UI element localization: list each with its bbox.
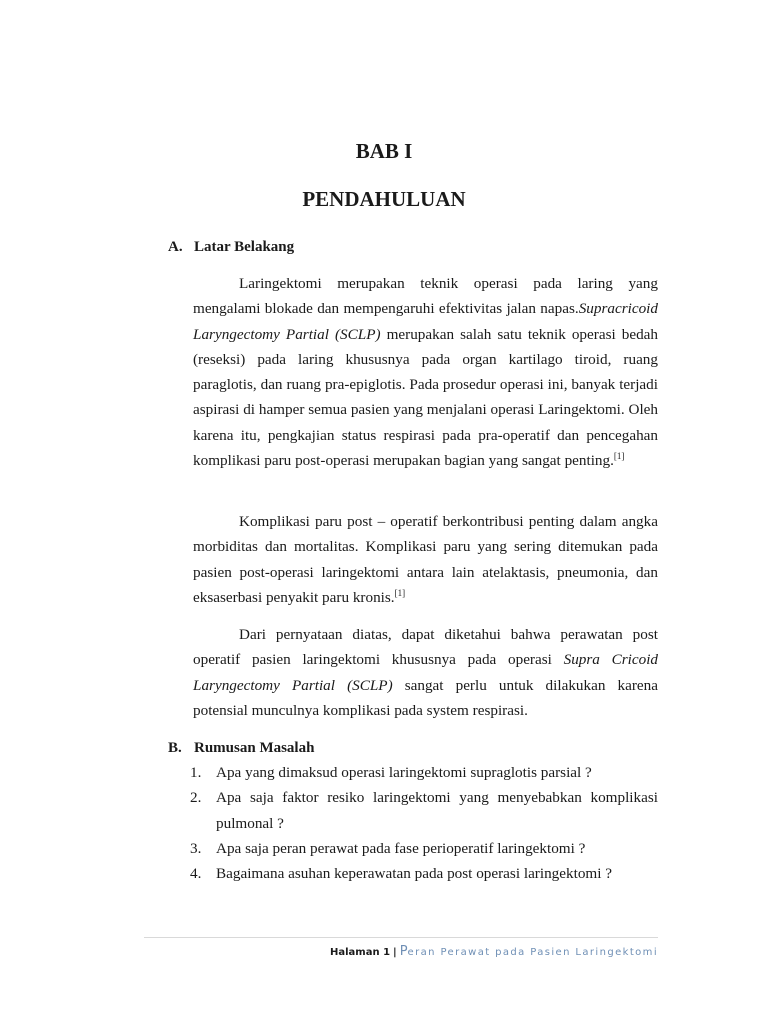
section-b-heading <box>168 738 314 758</box>
chapter-number: BAB I <box>355 139 413 163</box>
page-footer <box>330 944 658 961</box>
paragraph-1-italic-term: Supracricoid Laryngectomy Partial (SCLP) <box>193 300 658 343</box>
list-item <box>190 760 658 785</box>
list-item-text: Apa yang dimaksud operasi laringektomi supraglotis parsial ? <box>216 764 592 781</box>
list-item-text: Bagaimana asuhan keperawatan pada post operasi laringektomi ? <box>216 865 612 883</box>
section-b-marker: B. <box>168 740 182 756</box>
footer-separator: | <box>393 947 397 958</box>
footer-title-rest: eran Perawat pada Pasien Laringektomi <box>407 947 658 958</box>
list-item <box>190 861 658 886</box>
list-item-number: 1. <box>190 764 202 781</box>
section-b-title: Rumusan Masalah <box>194 740 315 756</box>
problem-list <box>190 760 658 886</box>
list-item <box>190 785 658 836</box>
chapter-title: PENDAHULUAN <box>302 187 466 211</box>
list-item-number: 3. <box>190 839 202 857</box>
list-item-text: Apa saja faktor resiko laringektomi yang menyebabkan komplikasi pulmonal ? <box>216 789 658 832</box>
paragraph-2-text: Komplikasi paru post – operatif berkontribusi penting dalam angka morbiditas dan mortalitas. Komplikasi paru yang sering ditemukan pada pasien post-operasi laringektomi antara lain atelaktasis, pneumonia, dan eksaserbasi penyakit paru kronis. <box>193 513 658 606</box>
section-a-marker: A. <box>168 239 183 255</box>
paragraph-1-text-b: merupakan salah satu teknik operasi bedah (reseksi) pada laring khususnya pada organ kartilago tiroid, ruang paraglotis, dan ruang pra-epiglotis. Pada prosedur operasi ini, banyak terjadi aspirasi di hamper semua pasien yang menjalani operasi Laringektomi. Oleh karena itu, pengkajian status respirasi pada pra-operatif dan pencegahan komplikasi paru post-operasi merupakan bagian yang sangat penting. <box>193 325 658 470</box>
footer-divider <box>144 937 658 938</box>
paragraph-2 <box>193 509 658 610</box>
paragraph-1 <box>193 271 658 473</box>
section-a-heading <box>168 237 294 257</box>
footer-title-initial: P <box>399 944 408 959</box>
paragraph-2-citation: [1] <box>394 587 406 598</box>
paragraph-3-text-b: sangat perlu untuk dilakukan karena potensial munculnya komplikasi pada system respirasi. <box>193 676 658 719</box>
paragraph-1-text-a: Laringektomi merupakan teknik operasi pada laring yang mengalami blokade dan mempengaruhi efektivitas jalan napas. <box>193 275 658 318</box>
paragraph-3-italic-term: Supra Cricoid Laryngectomy Partial (SCLP) <box>193 651 659 694</box>
list-item-number: 2. <box>190 789 202 807</box>
paragraph-3-text-a: Dari pernyataan diatas, dapat diketahui bahwa perawatan post operatif pasien laringektomi khususnya pada operasi <box>193 626 658 669</box>
list-item-number: 4. <box>190 865 202 883</box>
paragraph-1-citation: [1] <box>613 451 625 462</box>
footer-document-title <box>399 944 658 959</box>
page-number: Halaman 1 <box>330 947 391 958</box>
list-item <box>190 836 658 861</box>
paragraph-3 <box>193 622 658 723</box>
list-item-text: Apa saja peran perawat pada fase perioperatif laringektomi ? <box>216 839 586 857</box>
section-a-title: Latar Belakang <box>194 239 295 255</box>
